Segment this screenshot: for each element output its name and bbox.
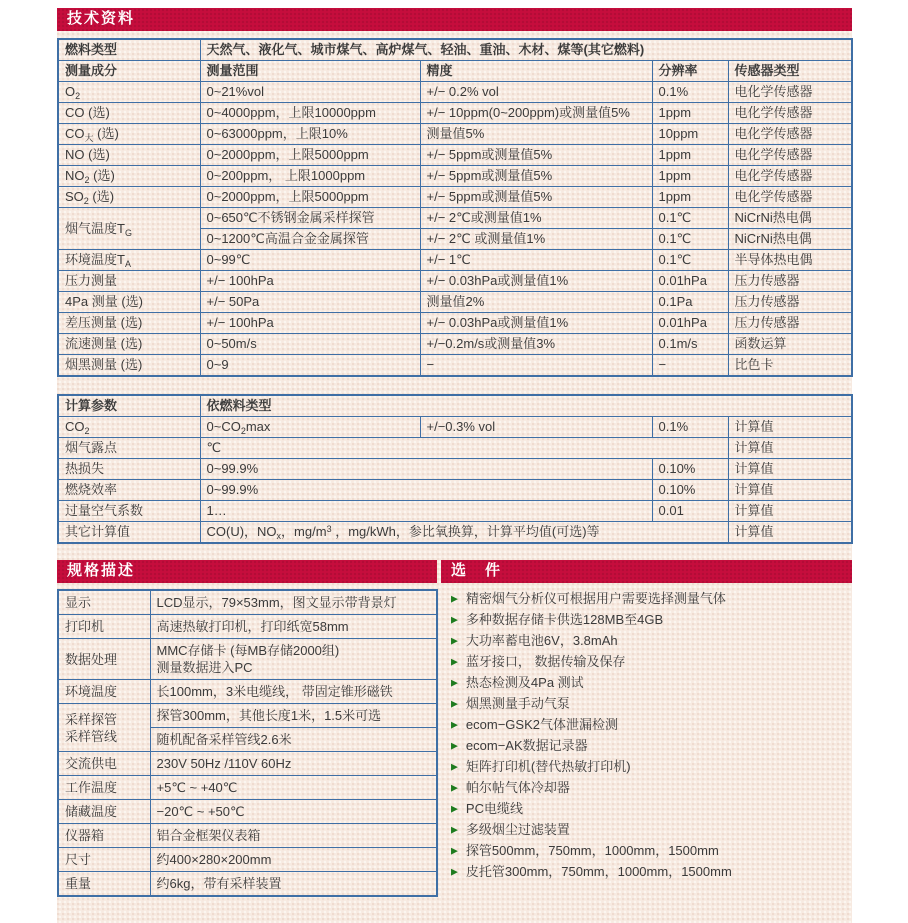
table-cell: +/−0.3% vol	[420, 417, 652, 438]
table-row	[58, 872, 437, 897]
table-cell: 计算值	[728, 501, 852, 522]
table-row	[58, 292, 852, 313]
table-header-cell: 分辨率	[652, 61, 728, 82]
table-cell: 环境温度	[58, 680, 150, 704]
option-item	[451, 843, 852, 859]
table-cell: +/− 10ppm(0~200ppm)或测量值5%	[420, 103, 652, 124]
table-cell: 半导体热电偶	[728, 250, 852, 271]
table-cell: 0.1Pa	[652, 292, 728, 313]
table-cell: 0.1%	[652, 82, 728, 103]
table-cell: 烟黑测量 (选)	[58, 355, 200, 377]
table-cell: $0\sim CO_2\max$	[200, 417, 420, 438]
table-row	[58, 615, 437, 639]
table-cell: +/− 100hPa	[200, 313, 420, 334]
table-cell: +/− 5ppm或测量值5%	[420, 166, 652, 187]
table-cell: 采样探管 采样管线	[58, 704, 150, 752]
table-row	[58, 800, 437, 824]
table-cell: 打印机	[58, 615, 150, 639]
table-row	[58, 395, 852, 417]
table-cell: 压力传感器	[728, 271, 852, 292]
option-text: PC电缆线	[465, 801, 523, 816]
table-cell: NO (选)	[58, 145, 200, 166]
table-cell: 0~63000ppm，上限10%	[200, 124, 420, 145]
option-item	[451, 654, 852, 670]
table-cell: −	[652, 355, 728, 377]
arrow-bullet-icon: ▶	[451, 719, 458, 730]
option-item	[451, 822, 852, 838]
table-row	[58, 334, 852, 355]
table-cell: 仪器箱	[58, 824, 150, 848]
table-header-cell: 测量成分	[58, 61, 200, 82]
option-item	[451, 717, 852, 733]
table-cell: 0.01hPa	[652, 271, 728, 292]
option-text: 热态检测及4Pa 测试	[465, 675, 584, 690]
table-cell: 0~1200℃高温合金金属探管	[200, 229, 420, 250]
table-row	[58, 208, 852, 229]
table-cell: 差压测量 (选)	[58, 313, 200, 334]
table-cell: 0.01hPa	[652, 313, 728, 334]
subscript: x	[276, 531, 282, 541]
arrow-bullet-icon: ▶	[451, 677, 458, 688]
superscript: 3	[326, 524, 332, 534]
table-cell: 计算值	[728, 438, 852, 459]
table-cell: 电化学传感器	[728, 166, 852, 187]
table-cell: 1ppm	[652, 187, 728, 208]
arrow-bullet-icon: ▶	[451, 698, 458, 709]
table-row	[58, 639, 437, 680]
subscript: 大	[84, 133, 94, 143]
option-text: 精密烟气分析仪可根据用户需要选择测量气体	[465, 591, 726, 606]
option-text: 多级烟尘过滤装置	[465, 822, 570, 837]
table-row	[58, 103, 852, 124]
table-cell: 4Pa 测量 (选)	[58, 292, 200, 313]
table-cell: 交流供电	[58, 752, 150, 776]
tech-spec-table	[57, 38, 853, 377]
table-row	[58, 704, 437, 728]
table-cell: 电化学传感器	[728, 124, 852, 145]
table-header-cell: 传感器类型	[728, 61, 852, 82]
table-row	[58, 680, 437, 704]
table-cell: $CO_大$ (选)	[58, 124, 200, 145]
table-row	[58, 776, 437, 800]
table-cell: 计算值	[728, 480, 852, 501]
table-cell: 0.01	[652, 501, 728, 522]
arrow-bullet-icon: ▶	[451, 614, 458, 625]
options-section-header: 选 件	[441, 560, 852, 583]
arrow-bullet-icon: ▶	[451, 635, 458, 646]
table-cell: 压力传感器	[728, 292, 852, 313]
option-text: 帕尔帖气体冷却器	[465, 780, 570, 795]
arrow-bullet-icon: ▶	[451, 740, 458, 751]
option-item	[451, 864, 852, 880]
table-row	[58, 417, 852, 438]
table-row	[58, 438, 852, 459]
table-cell: 长100mm，3米电缆线， 带固定锥形磁铁	[150, 680, 437, 704]
table-header-cell: 燃料类型	[58, 39, 200, 61]
table-cell: 随机配备采样管线2.6米	[150, 728, 437, 752]
table-cell: +/− 0.03hPa或测量值1%	[420, 313, 652, 334]
table-cell: 10ppm	[652, 124, 728, 145]
table-cell: 压力测量	[58, 271, 200, 292]
table-cell: 1ppm	[652, 145, 728, 166]
table-header-cell: 精度	[420, 61, 652, 82]
table-cell: 0.10%	[652, 480, 728, 501]
arrow-bullet-icon: ▶	[451, 824, 458, 835]
table-cell: +/− 1℃	[420, 250, 652, 271]
option-text: 皮托管300mm，750mm，1000mm，1500mm	[465, 864, 732, 879]
option-text: 蓝牙接口， 数据传输及保存	[465, 654, 626, 669]
table-cell: 函数运算	[728, 334, 852, 355]
table-cell: −	[420, 355, 652, 377]
table-row	[58, 39, 852, 61]
table-cell: 重量	[58, 872, 150, 897]
table-row	[58, 61, 852, 82]
table-cell: NiCrNi热电偶	[728, 229, 852, 250]
table-cell: 尺寸	[58, 848, 150, 872]
table-cell: 1ppm	[652, 103, 728, 124]
option-item	[451, 612, 852, 628]
options-list	[441, 591, 852, 880]
table-cell: −20℃ ~ +50℃	[150, 800, 437, 824]
table-cell: LCD显示，79×53mm，图文显示带背景灯	[150, 590, 437, 615]
table-cell: 约400×280×200mm	[150, 848, 437, 872]
table-cell: +/− 5ppm或测量值5%	[420, 187, 652, 208]
option-item	[451, 780, 852, 796]
table-cell: 烟气露点	[58, 438, 200, 459]
arrow-bullet-icon: ▶	[451, 782, 458, 793]
option-text: 大功率蓄电池6V，3.8mAh	[465, 633, 618, 648]
table-cell: 0~99℃	[200, 250, 420, 271]
table-cell: 电化学传感器	[728, 103, 852, 124]
table-header-cell: 依燃料类型	[200, 395, 852, 417]
table-row	[58, 501, 852, 522]
table-cell: +/− 0.03hPa或测量值1%	[420, 271, 652, 292]
table-cell: 约6kg，带有采样装置	[150, 872, 437, 897]
table-cell: ℃	[200, 438, 728, 459]
table-row	[58, 313, 852, 334]
table-cell: 0.10%	[652, 459, 728, 480]
table-cell: 计算值	[728, 417, 852, 438]
option-text: 多种数据存储卡供选128MB至4GB	[465, 612, 664, 627]
datasheet-page	[57, 8, 852, 923]
table-row	[58, 459, 852, 480]
table-cell: 1ppm	[652, 166, 728, 187]
option-item	[451, 591, 852, 607]
table-cell: 0~2000ppm，上限5000ppm	[200, 187, 420, 208]
table-cell: +/− 100hPa	[200, 271, 420, 292]
table-cell: 电化学传感器	[728, 82, 852, 103]
table-header-cell: 计算参数	[58, 395, 200, 417]
table-cell: $SO_2$ (选)	[58, 187, 200, 208]
table-cell: 0.1℃	[652, 208, 728, 229]
spec-section-header: 规格描述	[57, 560, 437, 583]
arrow-bullet-icon: ▶	[451, 761, 458, 772]
table-cell: 0~99.9%	[200, 459, 652, 480]
table-cell: 流速测量 (选)	[58, 334, 200, 355]
table-cell: 热损失	[58, 459, 200, 480]
option-text: 探管500mm，750mm，1000mm，1500mm	[465, 843, 719, 858]
subscript: G	[124, 227, 132, 238]
table-cell: 测量值5%	[420, 124, 652, 145]
table-cell: +/− 5ppm或测量值5%	[420, 145, 652, 166]
table-cell: 过量空气系数	[58, 501, 200, 522]
option-item	[451, 738, 852, 754]
subscript: 2	[84, 175, 90, 185]
table-row	[58, 848, 437, 872]
option-text: ecom−AK数据记录器	[465, 738, 588, 753]
table-cell: 0.1%	[652, 417, 728, 438]
table-cell: +/−0.2m/s或测量值3%	[420, 334, 652, 355]
table-cell: 显示	[58, 590, 150, 615]
table-cell: +/− 2℃或测量值1%	[420, 208, 652, 229]
table-row	[58, 480, 852, 501]
table-cell: 0~9	[200, 355, 420, 377]
arrow-bullet-icon: ▶	[451, 593, 458, 604]
table-cell: 0.1℃	[652, 250, 728, 271]
option-item	[451, 759, 852, 775]
table-cell: 1…	[200, 501, 652, 522]
option-item	[451, 801, 852, 817]
table-cell: 计算值	[728, 459, 852, 480]
table-cell: MMC存储卡 (每MB存储2000组) 测量数据进入PC	[150, 639, 437, 680]
table-cell: 计算值	[728, 522, 852, 544]
table-cell: 环境温度$T_A$	[58, 250, 200, 271]
table-cell: 数据处理	[58, 639, 150, 680]
table-row	[58, 355, 852, 377]
table-row	[58, 145, 852, 166]
spec-column	[57, 560, 437, 897]
table-cell: 0~4000ppm，上限10000ppm	[200, 103, 420, 124]
arrow-bullet-icon: ▶	[451, 803, 458, 814]
table-header-cell: 测量范围	[200, 61, 420, 82]
table-row	[58, 124, 852, 145]
tech-section-header: 技术资料	[57, 8, 852, 31]
table-cell: $CO_2$	[58, 417, 200, 438]
table-cell: 0~200ppm， 上限1000ppm	[200, 166, 420, 187]
table-cell: 0~99.9%	[200, 480, 652, 501]
arrow-bullet-icon: ▶	[451, 845, 458, 856]
table-cell: 比色卡	[728, 355, 852, 377]
table-row	[58, 522, 852, 544]
table-cell: 燃烧效率	[58, 480, 200, 501]
table-cell: +/− 50Pa	[200, 292, 420, 313]
table-row	[58, 166, 852, 187]
table-cell: 测量值2%	[420, 292, 652, 313]
table-row	[58, 250, 852, 271]
option-item	[451, 633, 852, 649]
subscript: 2	[75, 91, 81, 101]
table-cell: $O_2$	[58, 82, 200, 103]
table-cell: 0.1℃	[652, 229, 728, 250]
table-cell: 储藏温度	[58, 800, 150, 824]
table-cell: 烟气温度$T_G$	[58, 208, 200, 250]
table-row	[58, 590, 437, 615]
table-cell: 电化学传感器	[728, 187, 852, 208]
table-cell: 0~21%vol	[200, 82, 420, 103]
option-text: 矩阵打印机(替代热敏打印机)	[465, 759, 631, 774]
table-cell: 230V 50Hz /110V 60Hz	[150, 752, 437, 776]
table-cell: +5℃ ~ +40℃	[150, 776, 437, 800]
option-item	[451, 696, 852, 712]
arrow-bullet-icon: ▶	[451, 866, 458, 877]
options-column	[441, 560, 852, 885]
table-cell: 高速热敏打印机，打印纸宽58mm	[150, 615, 437, 639]
table-cell: +/− 2℃ 或测量值1%	[420, 229, 652, 250]
table-row	[58, 824, 437, 848]
table-cell: 其它计算值	[58, 522, 200, 544]
subscript: 2	[240, 426, 246, 436]
spec-description-table	[57, 589, 438, 897]
table-cell: 工作温度	[58, 776, 150, 800]
table-row	[58, 82, 852, 103]
table-cell: 探管300mm，其他长度1米，1.5米可选	[150, 704, 437, 728]
option-text: ecom−GSK2气体泄漏检测	[465, 717, 618, 732]
subscript: A	[124, 259, 131, 269]
table-cell: $NO_2$ (选)	[58, 166, 200, 187]
table-row	[58, 187, 852, 208]
table-header-cell: 天然气、液化气、城市煤气、高炉煤气、轻油、重油、木材、煤等(其它燃料)	[200, 39, 852, 61]
option-text: 烟黑测量手动气泵	[465, 696, 570, 711]
table-cell: 0~2000ppm，上限5000ppm	[200, 145, 420, 166]
table-cell: 0~50m/s	[200, 334, 420, 355]
calc-params-table	[57, 394, 853, 544]
arrow-bullet-icon: ▶	[451, 656, 458, 667]
table-row	[58, 271, 852, 292]
table-cell: +/− 0.2% vol	[420, 82, 652, 103]
table-cell: 0.1m/s	[652, 334, 728, 355]
option-item	[451, 675, 852, 691]
subscript: 2	[84, 426, 90, 436]
table-cell: 铝合金框架仪表箱	[150, 824, 437, 848]
table-row	[58, 752, 437, 776]
bottom-section	[57, 560, 852, 897]
table-cell: CO (选)	[58, 103, 200, 124]
subscript: 2	[83, 196, 89, 206]
table-cell: 电化学传感器	[728, 145, 852, 166]
table-cell: 压力传感器	[728, 313, 852, 334]
table-cell: CO(U)，$NO_x$，$mg/m^3$ ，mg/kWh，参比氧换算，计算平均值(可选)等	[200, 522, 728, 544]
table-cell: 0~650℃不锈钢金属采样探管	[200, 208, 420, 229]
table-cell: NiCrNi热电偶	[728, 208, 852, 229]
